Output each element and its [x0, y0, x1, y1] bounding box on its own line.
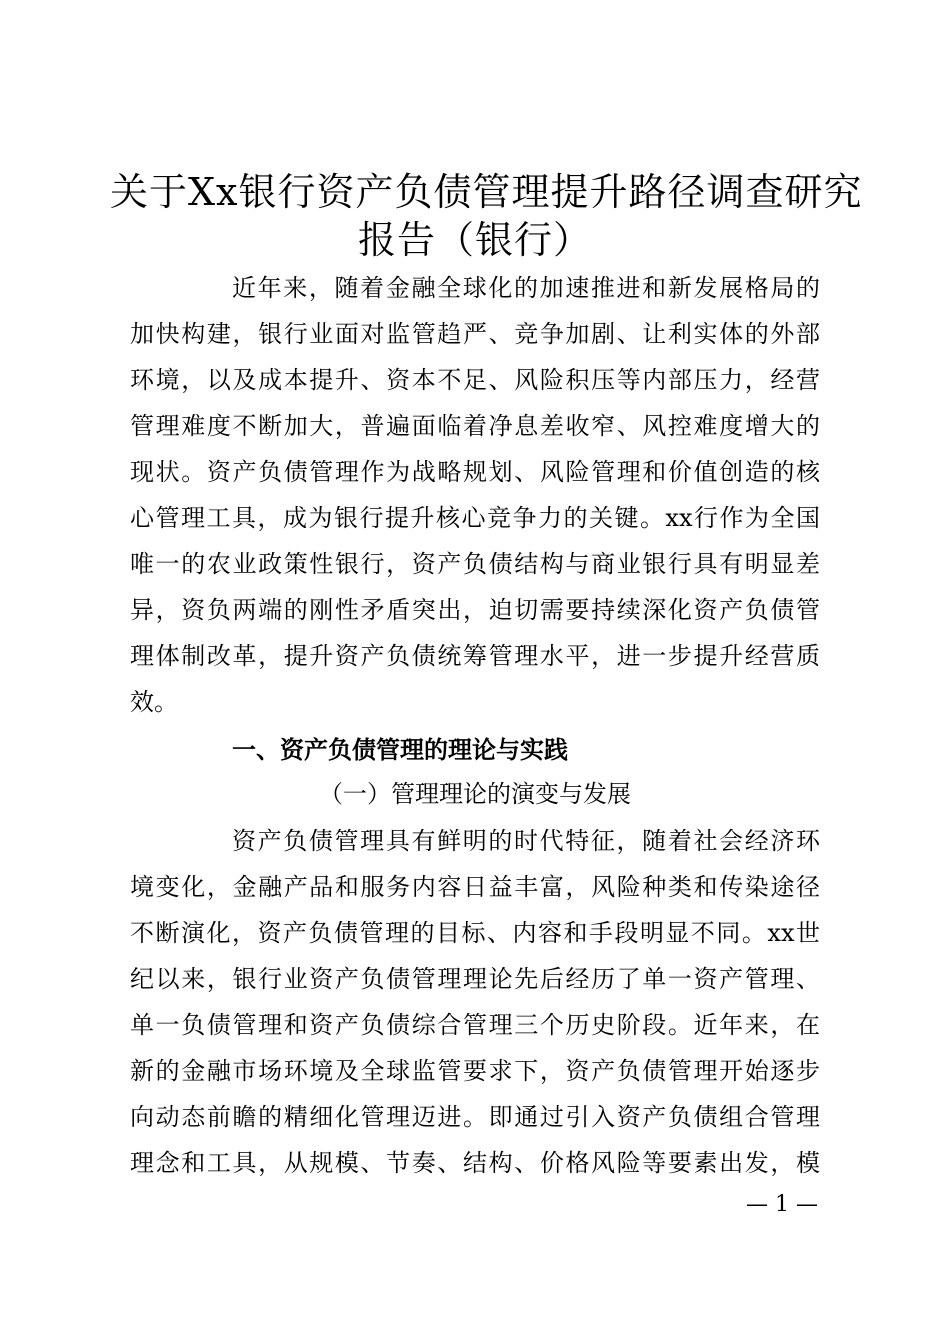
intro-line: 心管理工具，成为银行提升核心竞争力的关键。xx行作为全国	[130, 504, 820, 532]
intro-line: 环境，以及成本提升、资本不足、风险积压等内部压力，经营	[130, 366, 820, 394]
body-line: 理念和工具，从规模、节奏、结构、价格风险等要素出发，模	[130, 1149, 820, 1177]
body-line: 单一负债管理和资产负债综合管理三个历史阶段。近年来，在	[130, 1011, 820, 1039]
intro-line: 唯一的农业政策性银行，资产负债结构与商业银行具有明显差	[130, 550, 820, 578]
intro-line: 管理难度不断加大，普遍面临着净息差收窄、风控难度增大的	[130, 412, 820, 440]
intro-line: 近年来，随着金融全球化的加速推进和新发展格局的	[232, 274, 820, 302]
document-title-line-2: 报告（银行）	[357, 218, 592, 262]
body-line: 向动态前瞻的精细化管理迈进。即通过引入资产负债组合管理	[130, 1103, 820, 1131]
body-line: 新的金融市场环境及全球监管要求下，资产负债管理开始逐步	[130, 1057, 820, 1085]
body-line: 不断演化，资产负债管理的目标、内容和手段明显不同。xx世	[130, 919, 820, 947]
document-title-line-1: 关于Xx银行资产负债管理提升路径调查研究	[110, 170, 863, 214]
body-line: 境变化，金融产品和服务内容日益丰富，风险种类和传染途径	[130, 873, 820, 901]
subsection-heading: （一）管理理论的演变与发展	[319, 780, 631, 808]
intro-line: 理体制改革，提升资产负债统筹管理水平，进一步提升经营质	[130, 642, 820, 670]
intro-line: 现状。资产负债管理作为战略规划、风险管理和价值创造的核	[130, 458, 820, 486]
intro-line: 加快构建，银行业面对监管趋严、竞争加剧、让利实体的外部	[130, 320, 820, 348]
body-line: 资产负债管理具有鲜明的时代特征，随着社会经济环	[232, 827, 820, 855]
page-number: — 1 —	[746, 1192, 818, 1217]
intro-line: 效。	[130, 688, 178, 716]
section-heading: 一、资产负债管理的理论与实践	[232, 736, 568, 764]
intro-line: 异，资负两端的刚性矛盾突出，迫切需要持续深化资产负债管	[130, 596, 820, 624]
body-line: 纪以来，银行业资产负债管理理论先后经历了单一资产管理、	[130, 965, 820, 993]
